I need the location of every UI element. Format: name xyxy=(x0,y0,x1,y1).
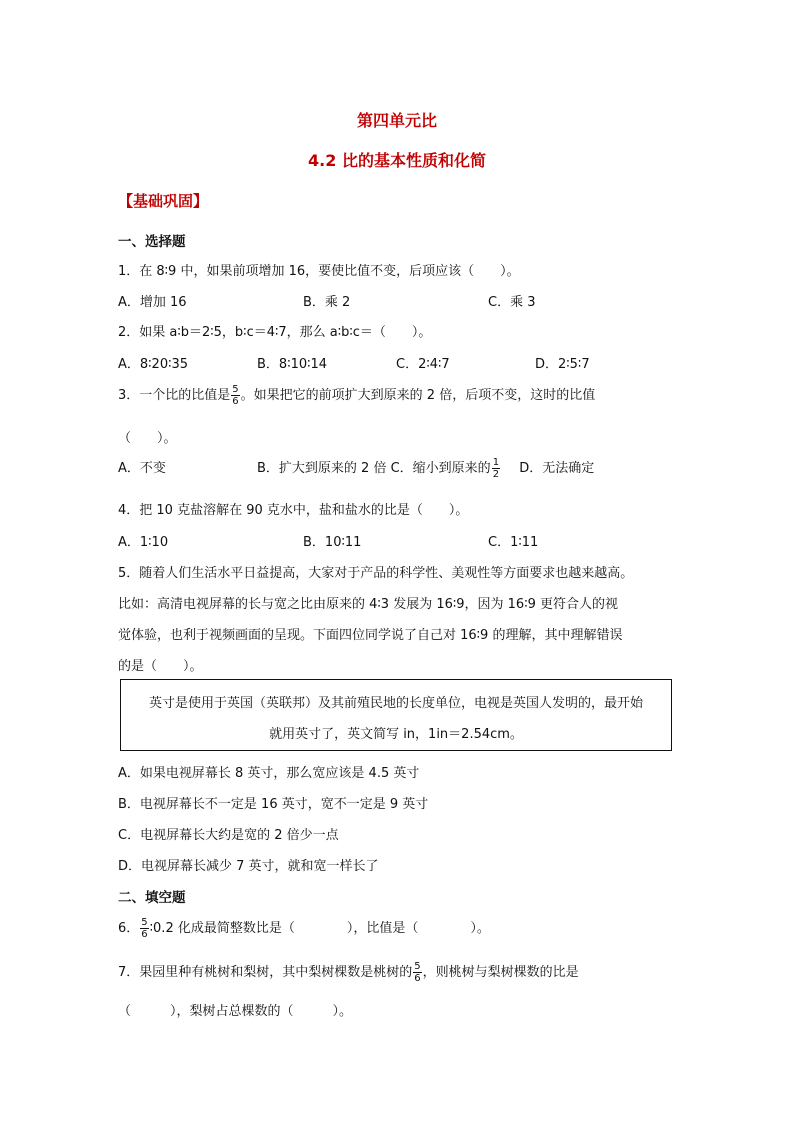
q6-fraction-num: 5 xyxy=(141,917,148,928)
q2-option-b: B．8∶10∶14 xyxy=(257,357,328,372)
section-tag: 【基础巩固】 xyxy=(118,192,209,210)
q3-options xyxy=(118,457,594,480)
q4-stem: 4．把 10 克盐溶解在 90 克水中，盐和盐水的比是（ ）。 xyxy=(118,503,469,518)
q6-stem xyxy=(118,917,490,940)
q3-option-a: A．不变 xyxy=(118,461,166,476)
q1-option-b: B．乘 2 xyxy=(303,295,351,310)
unit-title: 第四单元比 xyxy=(356,111,437,130)
q3-stem-pre: 3．一个比的比值是 xyxy=(118,388,231,403)
q5-line-2: 比如：高清电视屏幕的长与宽之比由原来的 4∶3 发展为 16∶9，因为 16∶9 更符合人的视 xyxy=(118,597,618,612)
q5-line-3: 觉体验，也利于视频画面的呈现。下面四位同学说了自己对 16∶9 的理解，其中理解错误 xyxy=(118,628,623,643)
part2-heading: 二、填空题 xyxy=(118,890,186,906)
q3-option-c-num: 1 xyxy=(492,457,500,468)
q6-prefix: 6． xyxy=(118,921,140,936)
q5-box-line-2: 就用英寸了，英文简写 in，1in＝2.54cm。 xyxy=(269,727,523,742)
q4-option-a: A．1∶10 xyxy=(118,535,169,550)
q7-fraction xyxy=(413,961,421,984)
q6-fraction-den: 6 xyxy=(141,929,148,940)
q2-option-c: C．2∶4∶7 xyxy=(396,357,450,372)
q4-option-c: C．1∶11 xyxy=(488,535,539,550)
q5-option-a: A．如果电视屏幕长 8 英寸，那么宽应该是 4.5 英寸 xyxy=(118,766,420,781)
q1-option-a: A．增加 16 xyxy=(118,295,187,310)
q7-line-2: （ ），梨树占总棵数的（ ）。 xyxy=(118,1004,353,1019)
q2-stem: 2．如果 a∶b＝2∶5，b∶c＝4∶7，那么 a∶b∶c＝（ ）。 xyxy=(118,325,432,340)
q7-line-1-post: ，则桃树与梨树棵数的比是 xyxy=(422,965,579,980)
q3-option-c-den: 2 xyxy=(492,469,500,480)
q3-stem-post: 。如果把它的前项扩大到原来的 2 倍，后项不变，这时的比值 xyxy=(240,388,596,403)
q1-option-c: C．乘 3 xyxy=(488,295,536,310)
q3-option-d: D．无法确定 xyxy=(519,461,595,476)
q5-option-c: C．电视屏幕长大约是宽的 2 倍少一点 xyxy=(118,828,339,843)
q3-fraction-num: 5 xyxy=(232,384,239,395)
lesson-title: 4.2 比的基本性质和化简 xyxy=(308,151,486,170)
q3-option-c: C．缩小到原来的 xyxy=(390,461,491,476)
q5-option-b: B．电视屏幕长不一定是 16 英寸，宽不一定是 9 英寸 xyxy=(118,797,429,812)
q3-fraction xyxy=(231,384,239,407)
q5-line-1: 5．随着人们生活水平日益提高，大家对于产品的科学性、美观性等方面要求也越来越高。 xyxy=(118,566,634,581)
q3-blank: （ ）。 xyxy=(118,431,177,446)
q3-option-b: B．扩大到原来的 2 倍 xyxy=(257,461,387,476)
q3-fraction-den: 6 xyxy=(232,396,239,407)
q5-box-line-1: 英寸是使用于英国（英联邦）及其前殖民地的长度单位，电视是英国人发明的，最开始 xyxy=(148,696,643,711)
q3-option-c-fraction xyxy=(492,457,500,480)
q6-fraction xyxy=(140,917,148,940)
q2-option-d: D．2∶5∶7 xyxy=(535,357,590,372)
q7-line-1 xyxy=(118,961,579,984)
q4-option-b: B．10∶11 xyxy=(303,535,362,550)
q5-info-box xyxy=(120,679,672,751)
q3-stem xyxy=(118,384,595,407)
q1-stem: 1．在 8∶9 中，如果前项增加 16，要使比值不变，后项应该（ ）。 xyxy=(118,264,520,279)
q7-fraction-num: 5 xyxy=(414,961,421,972)
q7-line-1-pre: 7．果园里种有桃树和梨树，其中梨树棵数是桃树的 xyxy=(118,965,413,980)
q5-line-4: 的是（ ）。 xyxy=(118,659,203,674)
q5-option-d: D．电视屏幕长减少 7 英寸，就和宽一样长了 xyxy=(118,859,379,874)
part1-heading: 一、选择题 xyxy=(118,234,186,250)
q6-text: ∶0.2 化成最简整数比是（ ），比值是（ ）。 xyxy=(149,921,490,936)
q7-fraction-den: 6 xyxy=(414,973,421,984)
q2-option-a: A．8∶20∶35 xyxy=(118,357,189,372)
